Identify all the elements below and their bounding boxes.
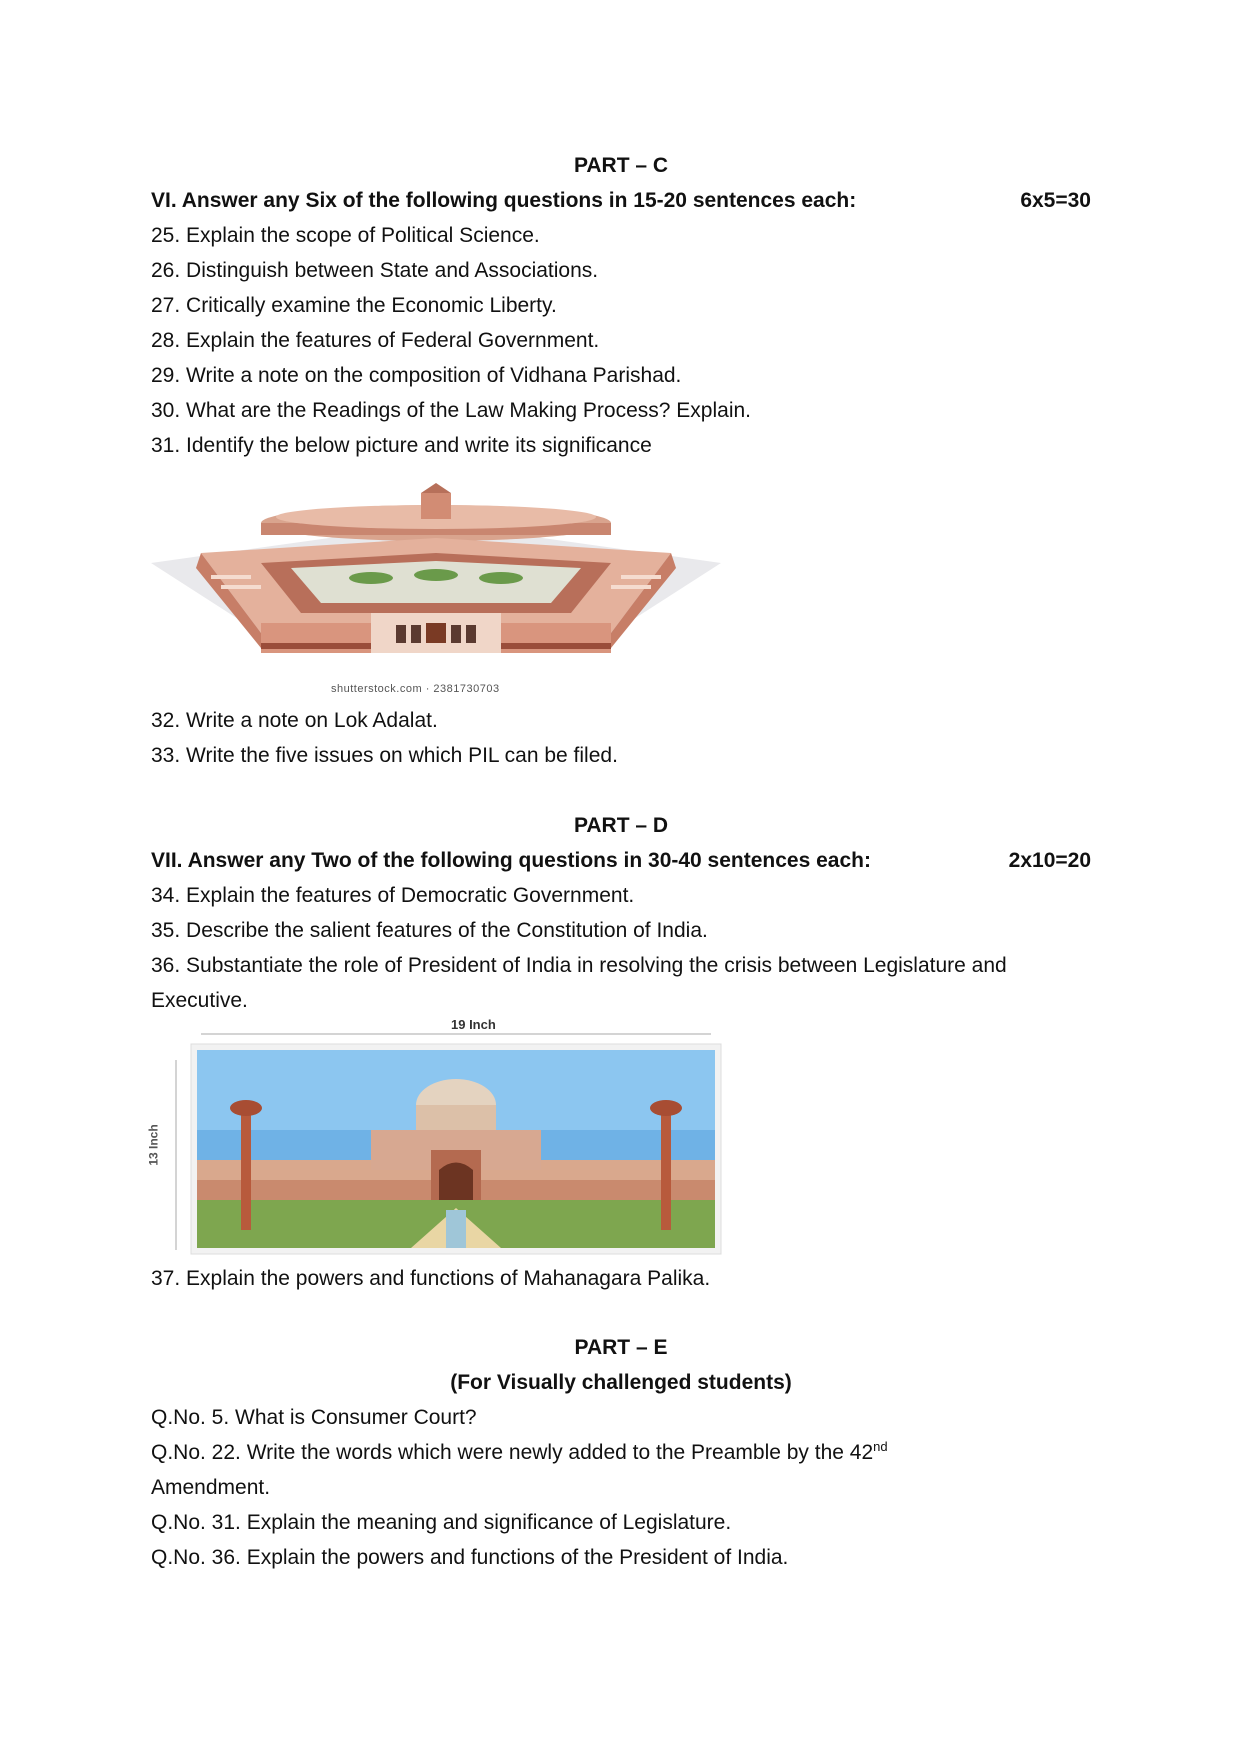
width-label: 19 Inch <box>451 1017 496 1032</box>
part-e-q22: Q.No. 22. Write the words which were newly added to the Preamble by the 42nd <box>151 1439 888 1464</box>
part-c-instruction: VI. Answer any Six of the following questions in 15-20 sentences each: <box>151 189 857 212</box>
question-31: 31. Identify the below picture and write its significance <box>151 434 652 457</box>
rashtrapati-bhavan-image <box>171 1030 741 1260</box>
question-27: 27. Critically examine the Economic Liberty. <box>151 294 557 317</box>
part-e-q22-cont: Amendment. <box>151 1476 271 1499</box>
part-e-subheading: (For Visually challenged students) <box>450 1371 792 1394</box>
part-e-q31: Q.No. 31. Explain the meaning and significance of Legislature. <box>151 1511 732 1534</box>
superscript-nd: nd <box>873 1439 888 1454</box>
question-25: 25. Explain the scope of Political Science. <box>151 224 540 247</box>
question-36: 36. Substantiate the role of President of India in resolving the crisis between Legislature and <box>151 954 1007 977</box>
part-e-heading: PART – E <box>574 1336 668 1359</box>
question-28: 28. Explain the features of Federal Government. <box>151 329 600 352</box>
question-30: 30. What are the Readings of the Law Making Process? Explain. <box>151 399 751 422</box>
part-d-instruction: VII. Answer any Two of the following questions in 30-40 sentences each: <box>151 849 871 872</box>
question-33: 33. Write the five issues on which PIL can be filed. <box>151 744 618 767</box>
part-d-marks: 2x10=20 <box>1008 849 1091 872</box>
question-34: 34. Explain the features of Democratic Government. <box>151 884 635 907</box>
part-c-marks: 6x5=30 <box>1020 189 1091 212</box>
question-32: 32. Write a note on Lok Adalat. <box>151 709 438 732</box>
parliament-building-image <box>141 483 731 663</box>
question-26: 26. Distinguish between State and Associations. <box>151 259 599 282</box>
question-36-cont: Executive. <box>151 989 248 1012</box>
part-d-heading: PART – D <box>573 814 669 837</box>
image-caption: shutterstock.com · 2381730703 <box>331 683 500 695</box>
question-37: 37. Explain the powers and functions of Mahanagara Palika. <box>151 1267 711 1290</box>
part-e-q5: Q.No. 5. What is Consumer Court? <box>151 1406 477 1429</box>
height-label: 13 Inch <box>146 1124 161 1166</box>
question-29: 29. Write a note on the composition of Vidhana Parishad. <box>151 364 682 387</box>
part-c-heading: PART – C <box>573 154 669 177</box>
question-35: 35. Describe the salient features of the Constitution of India. <box>151 919 708 942</box>
part-e-q36: Q.No. 36. Explain the powers and functions of the President of India. <box>151 1546 789 1569</box>
